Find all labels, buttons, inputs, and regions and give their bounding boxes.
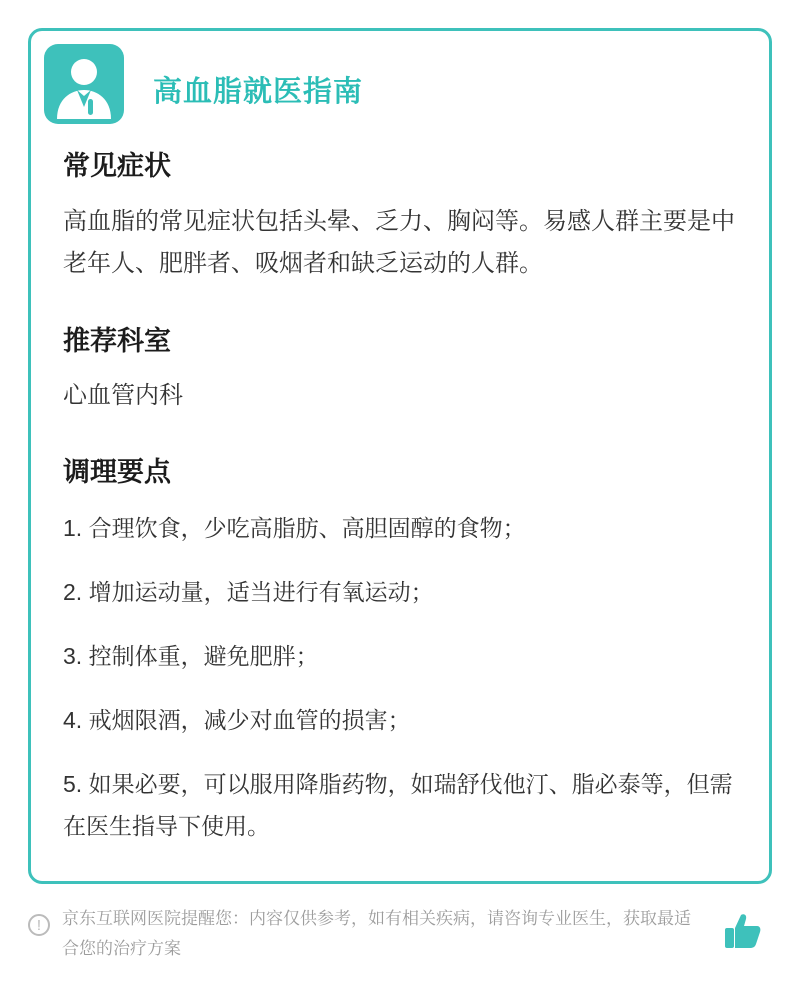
list-item: 2. 增加运动量，适当进行有氧运动； bbox=[63, 579, 434, 605]
list-item: 4. 戒烟限酒，减少对血管的损害； bbox=[63, 707, 411, 733]
page-title: 高血脂就医指南 bbox=[153, 76, 364, 108]
section-symptoms bbox=[61, 144, 741, 285]
list-item: 3. 控制体重，避免肥胖； bbox=[63, 643, 319, 669]
section-heading-symptoms: 常见症状 bbox=[63, 151, 171, 181]
section-department bbox=[61, 319, 741, 416]
footer-text: 京东互联网医院提醒您：内容仅供参考，如有相关疾病，请咨询专业医生，获取最适合您的治疗方案 bbox=[62, 909, 691, 958]
thumbs-up-icon[interactable] bbox=[720, 908, 766, 954]
section-heading-tips: 调理要点 bbox=[63, 457, 171, 487]
section-body-symptoms: 高血脂的常见症状包括头晕、乏力、胸闷等。易感人群主要是中老年人、肥胖者、吸烟者和缺乏运动的人群。 bbox=[63, 208, 735, 277]
footer-disclaimer bbox=[28, 900, 772, 966]
list-item: 5. 如果必要，可以服用降脂药物，如瑞舒伐他汀、脂必泰等，但需在医生指导下使用。 bbox=[63, 771, 733, 839]
section-tips bbox=[61, 450, 741, 847]
guide-card bbox=[28, 28, 772, 884]
tips-list bbox=[61, 507, 741, 847]
guide-content bbox=[61, 69, 741, 869]
section-heading-department: 推荐科室 bbox=[63, 326, 171, 356]
section-body-department: 心血管内科 bbox=[63, 382, 183, 409]
list-item: 1. 合理饮食，少吃高脂肪、高胆固醇的食物； bbox=[63, 515, 526, 541]
info-icon: ! bbox=[28, 914, 50, 936]
